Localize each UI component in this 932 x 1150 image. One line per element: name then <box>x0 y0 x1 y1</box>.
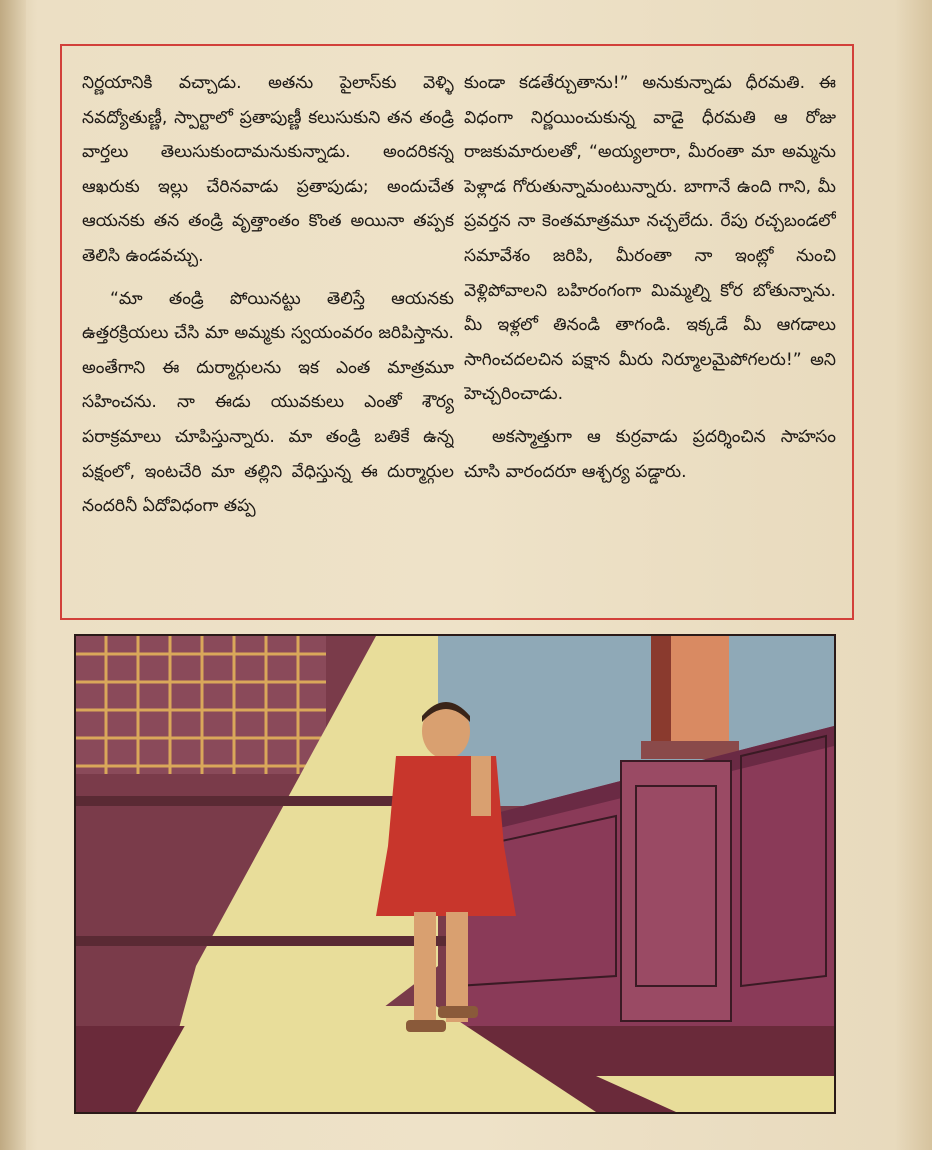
text-frame <box>60 44 854 620</box>
red-tunic <box>376 756 516 916</box>
left-text-column <box>82 66 454 606</box>
right-text-column <box>464 66 836 606</box>
paragraph: “మా తండ్రి పోయినట్టు తెలిస్తే ఆయనకు ఉత్తరక్రియలు చేసి మా అమ్మకు స్వయంవరం జరిపిస్తాను. అంతేగాని ఈ దుర్మార్గులను ఇక ఎంత మాత్రమూ సహించను. నా ఈడు యువకులు ఎంతో శౌర్య పరాక్రమాలు చూపిస్తున్నారు. మా తండ్రి బతికే ఉన్న పక్షంలో, ఇంటచేరి మా తల్లిని వేధిస్తున్న ఈ దుర్మార్గుల నందరినీ ఏదోవిధంగా తప్ప <box>82 288 454 517</box>
illustration-drawing <box>76 636 834 1112</box>
paragraph: అకస్మాత్తుగా ఆ కుర్రవాడు ప్రదర్శించిన సాహసం చూసి వారందరూ ఆశ్చర్య పడ్డారు. <box>464 426 836 482</box>
story-illustration <box>74 634 836 1114</box>
paragraph: నిర్ణయానికి వచ్చాడు. అతను పైలాస్‌కు వెళ్ళి నవద్యోతుణ్ణీ, స్పార్టాలో ప్రతాపుణ్ణీ కలుసుకుని తన తండ్రి వార్తలు తెలుసుకుందామనుకున్నాడు. అందరికన్న ఆఖరుకు ఇల్లు చేరినవాడు ప్రతాపుడు; అందుచేత ఆయనకు తన తండ్రి వృత్తాంతం కొంత అయినా తప్పక తెలిసి ఉండవచ్చు. <box>82 73 454 266</box>
page-spine-shadow <box>0 0 26 1150</box>
paragraph: కుండా కడతేర్చుతాను!” అనుకున్నాడు ధీరమతి. ఈ విధంగా నిర్ణయించుకున్న వాడై ధీరమతి ఆ రోజు రాజకుమారులతో, “అయ్యలారా, మీరంతా మా అమ్మను పెళ్లాడ గోరుతున్నామంటున్నారు. బాగానే ఉంది గాని, మీ ప్రవర్తన నా కెంతమాత్రమూ నచ్చలేదు. రేపు రచ్చబండలో సమావేశం జరిపి, మీరంతా నా ఇంట్లో నుంచి వెళ్లిపోవాలని బహిరంగంగా మిమ్మల్ని కోర బోతున్నాను. మీ ఇళ్లలో తినండి తాగండి. ఇక్కడే మీ ఆగడాలు సాగించదలచిన పక్షాన మీరు నిర్మూలమైపోగలరు!” అని హెచ్చరించాడు. <box>464 73 836 405</box>
lattice-window <box>76 636 326 774</box>
